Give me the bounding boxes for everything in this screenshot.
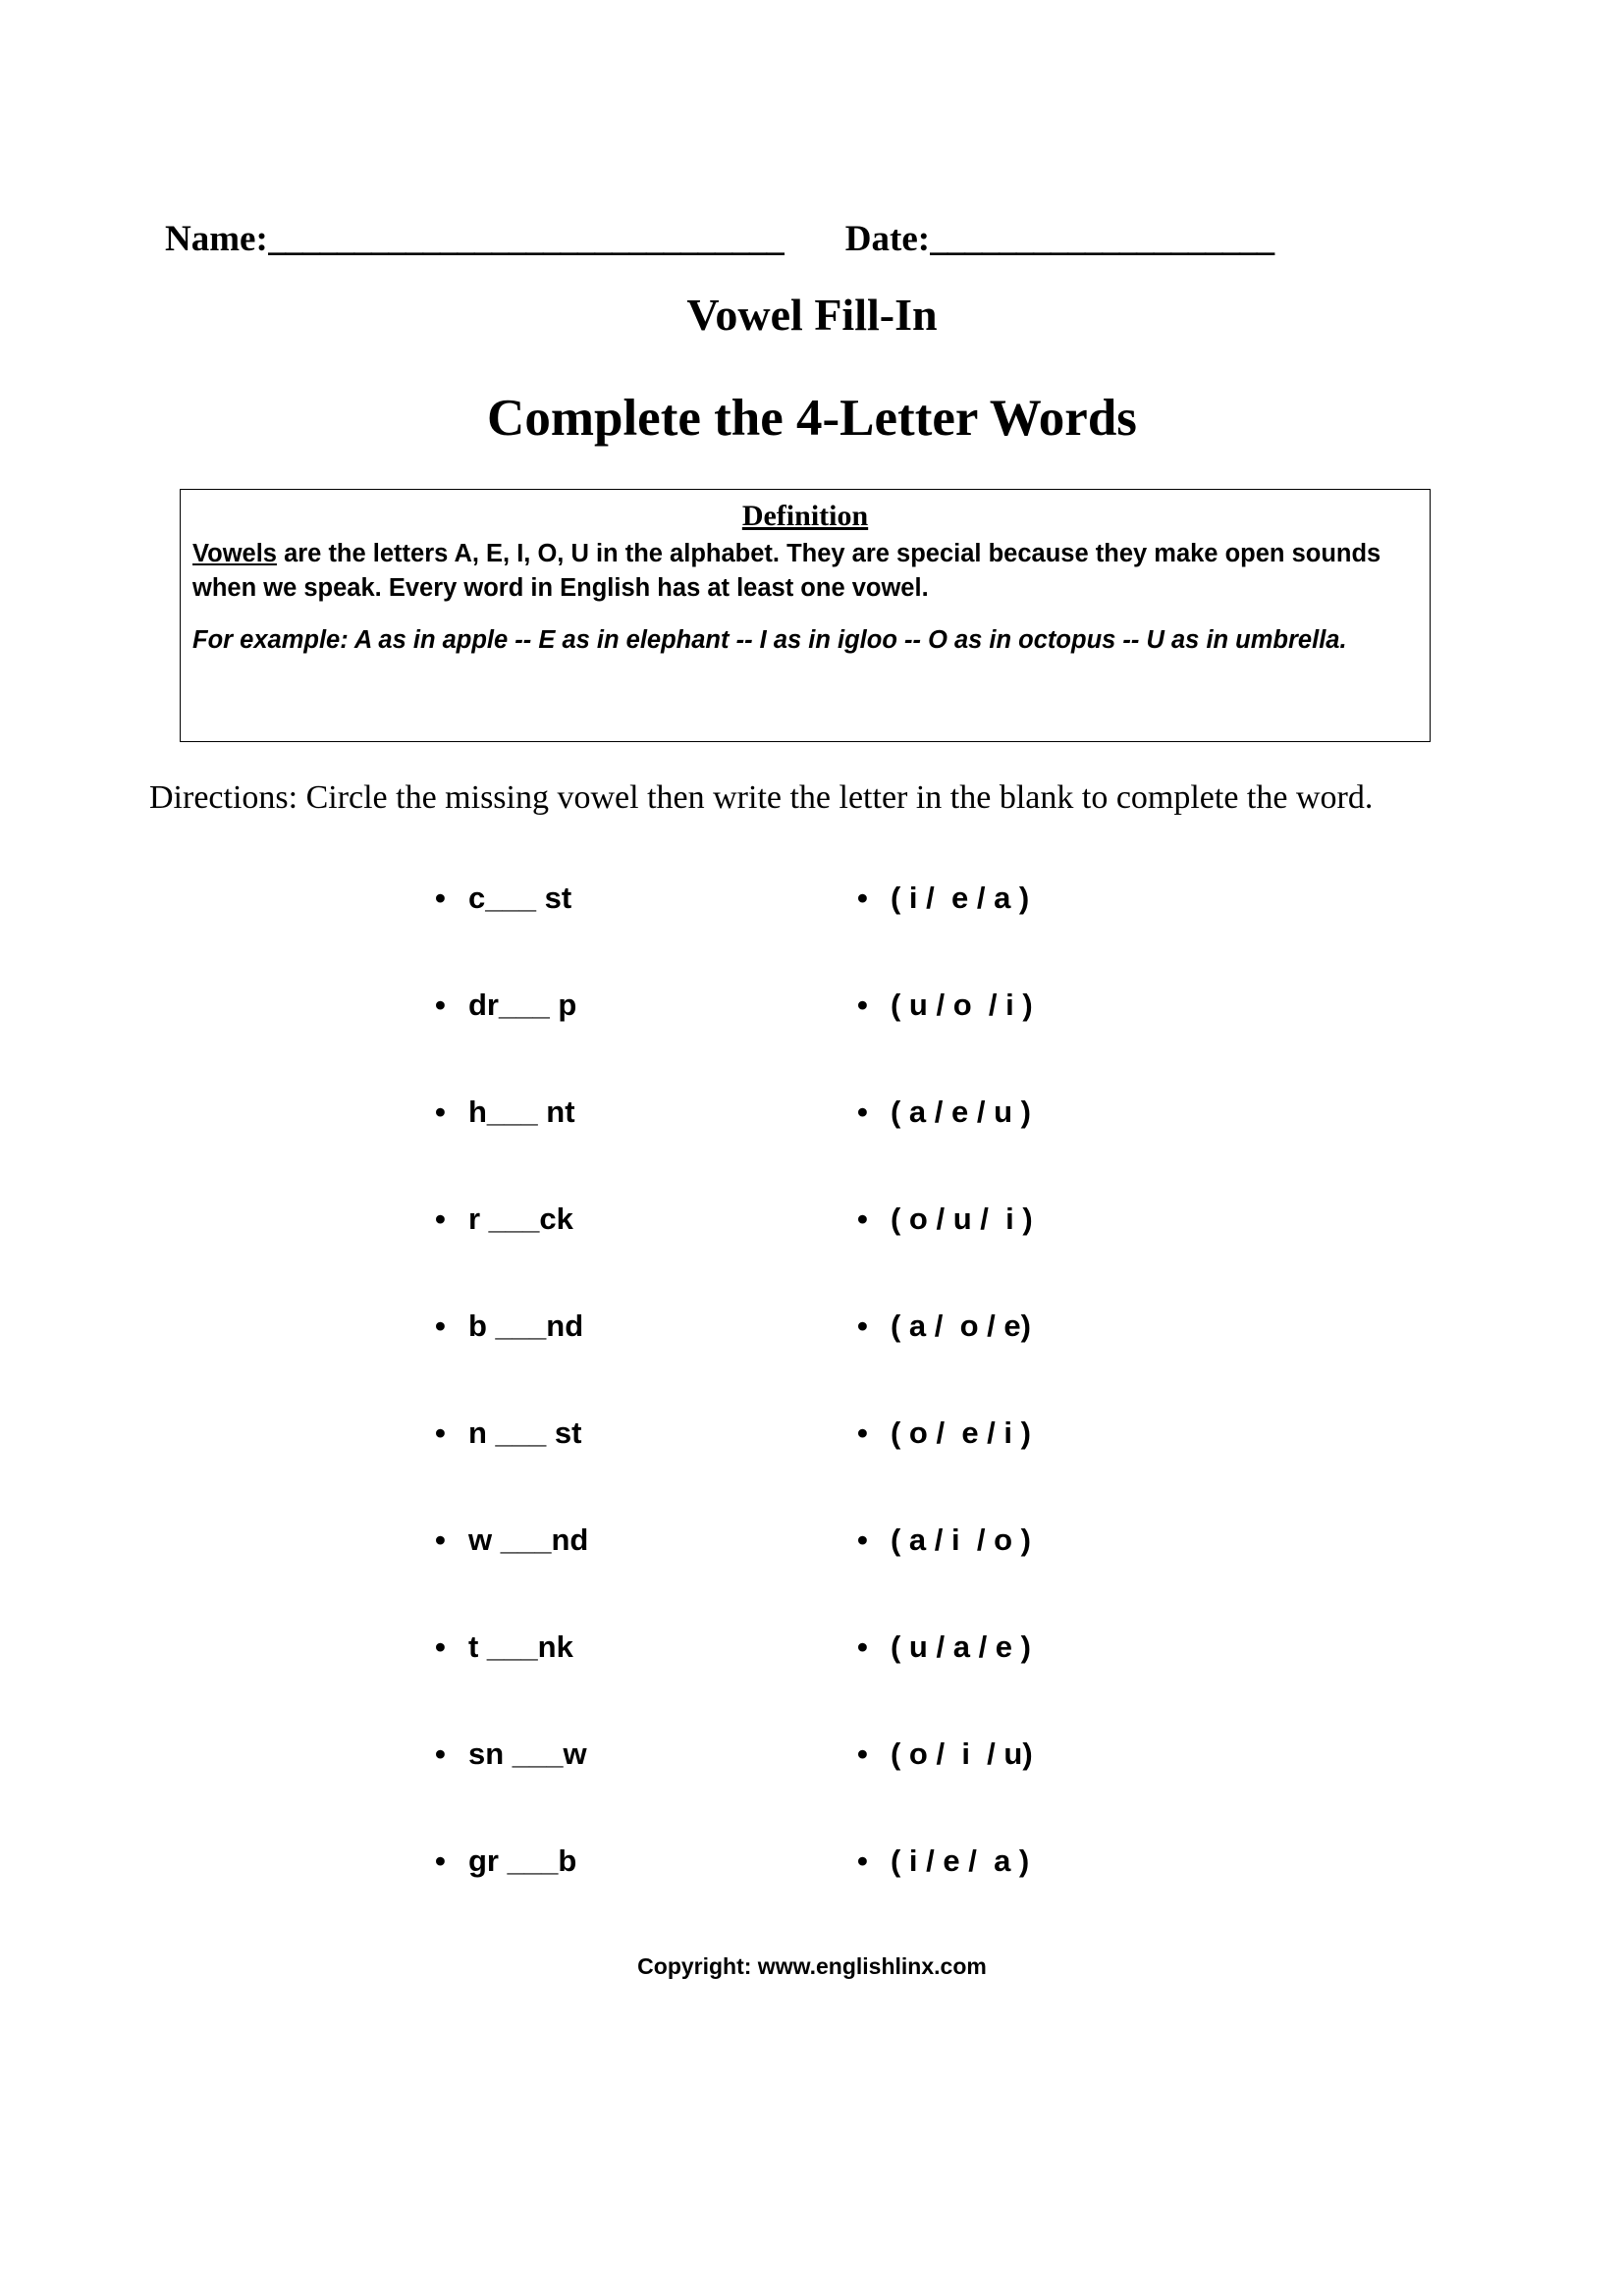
definition-box (180, 489, 1431, 742)
date-label: Date: (844, 219, 931, 259)
bullet-icon (435, 1412, 468, 1455)
choice-text: ( i / e / a ) (891, 881, 1030, 915)
choice-text: ( a / i / o ) (891, 1522, 1031, 1557)
choice-item[interactable] (857, 1412, 1031, 1455)
choice-item[interactable] (857, 1198, 1033, 1241)
bullet-icon (435, 1626, 468, 1669)
choice-item[interactable] (857, 1733, 1033, 1776)
bullet-icon (435, 1519, 468, 1562)
bullet-icon (857, 877, 891, 920)
name-label: Name: (165, 219, 268, 259)
word-item[interactable] (435, 877, 571, 920)
definition-term: Vowels (192, 540, 277, 567)
exercise-row (0, 1519, 1624, 1626)
exercise-row (0, 984, 1624, 1091)
choice-text: ( a / e / u ) (891, 1095, 1031, 1129)
exercise-row (0, 1733, 1624, 1840)
exercise-row (0, 1305, 1624, 1412)
word-item[interactable] (435, 1305, 583, 1348)
word-text: w ___nd (468, 1522, 589, 1557)
word-item[interactable] (435, 1412, 581, 1455)
choice-item[interactable] (857, 877, 1029, 920)
choice-text: ( u / a / e ) (891, 1629, 1031, 1664)
choice-item[interactable] (857, 1626, 1031, 1669)
exercise-row (0, 877, 1624, 984)
choice-item[interactable] (857, 1305, 1031, 1348)
bullet-icon (857, 1412, 891, 1455)
choice-text: ( i / e / a ) (891, 1843, 1030, 1878)
definition-body (192, 537, 1418, 606)
bullet-icon (857, 1198, 891, 1241)
word-text: c___ st (468, 881, 572, 915)
word-text: r ___ck (468, 1201, 573, 1236)
bullet-icon (435, 1091, 468, 1134)
choice-item[interactable] (857, 1840, 1029, 1883)
word-text: t ___nk (468, 1629, 573, 1664)
choice-item[interactable] (857, 1519, 1031, 1562)
word-text: b ___nd (468, 1308, 584, 1343)
choice-text: ( o / i / u) (891, 1736, 1033, 1771)
word-text: gr ___b (468, 1843, 577, 1878)
word-item[interactable] (435, 1733, 587, 1776)
exercise-row (0, 1840, 1624, 1947)
definition-heading: Definition (741, 500, 869, 532)
bullet-icon (435, 1840, 468, 1883)
choice-text: ( a / o / e) (891, 1308, 1031, 1343)
exercise-row (0, 1412, 1624, 1519)
word-item[interactable] (435, 1519, 588, 1562)
word-text: sn ___w (468, 1736, 587, 1771)
bullet-icon (435, 1733, 468, 1776)
bullet-icon (857, 1733, 891, 1776)
definition-example: For example: A as in apple -- E as in elephant -- I as in igloo -- O as in octopus -- U as in umbrella. (192, 626, 1347, 654)
word-text: dr___ p (468, 988, 577, 1022)
exercise-list (0, 877, 1624, 1947)
word-item[interactable] (435, 984, 576, 1027)
choice-item[interactable] (857, 984, 1033, 1027)
bullet-icon (857, 1305, 891, 1348)
word-item[interactable] (435, 1840, 576, 1883)
name-blank-line[interactable]: ______________________________ (267, 219, 784, 259)
bullet-icon (435, 877, 468, 920)
word-text: n ___ st (468, 1415, 582, 1450)
worksheet-title: Vowel Fill-In (686, 290, 938, 340)
bullet-icon (435, 1305, 468, 1348)
bullet-icon (857, 984, 891, 1027)
directions-text: Directions: Circle the missing vowel then write the letter in the blank to complete the word. (149, 779, 1374, 816)
choice-text: ( o / e / i ) (891, 1415, 1031, 1450)
word-text: h___ nt (468, 1095, 575, 1129)
choice-text: ( o / u / i ) (891, 1201, 1033, 1236)
exercise-row (0, 1091, 1624, 1198)
bullet-icon (435, 1198, 468, 1241)
bullet-icon (857, 1519, 891, 1562)
definition-body-text: are the letters A, E, I, O, U in the alphabet. They are special because they make open sounds when we speak. Every word in English has at least one vowel. (192, 540, 1381, 602)
word-item[interactable] (435, 1091, 575, 1134)
date-blank-line[interactable]: ____________________ (930, 219, 1274, 259)
exercise-row (0, 1626, 1624, 1733)
bullet-icon (857, 1626, 891, 1669)
bullet-icon (857, 1840, 891, 1883)
bullet-icon (857, 1091, 891, 1134)
name-date-row (165, 218, 1461, 271)
bullet-icon (435, 984, 468, 1027)
exercise-row (0, 1198, 1624, 1305)
worksheet-subtitle: Complete the 4-Letter Words (487, 390, 1137, 447)
choice-item[interactable] (857, 1091, 1031, 1134)
word-item[interactable] (435, 1198, 573, 1241)
word-item[interactable] (435, 1626, 573, 1669)
copyright-notice: Copyright: www.englishlinx.com (637, 1953, 987, 1979)
choice-text: ( u / o / i ) (891, 988, 1033, 1022)
